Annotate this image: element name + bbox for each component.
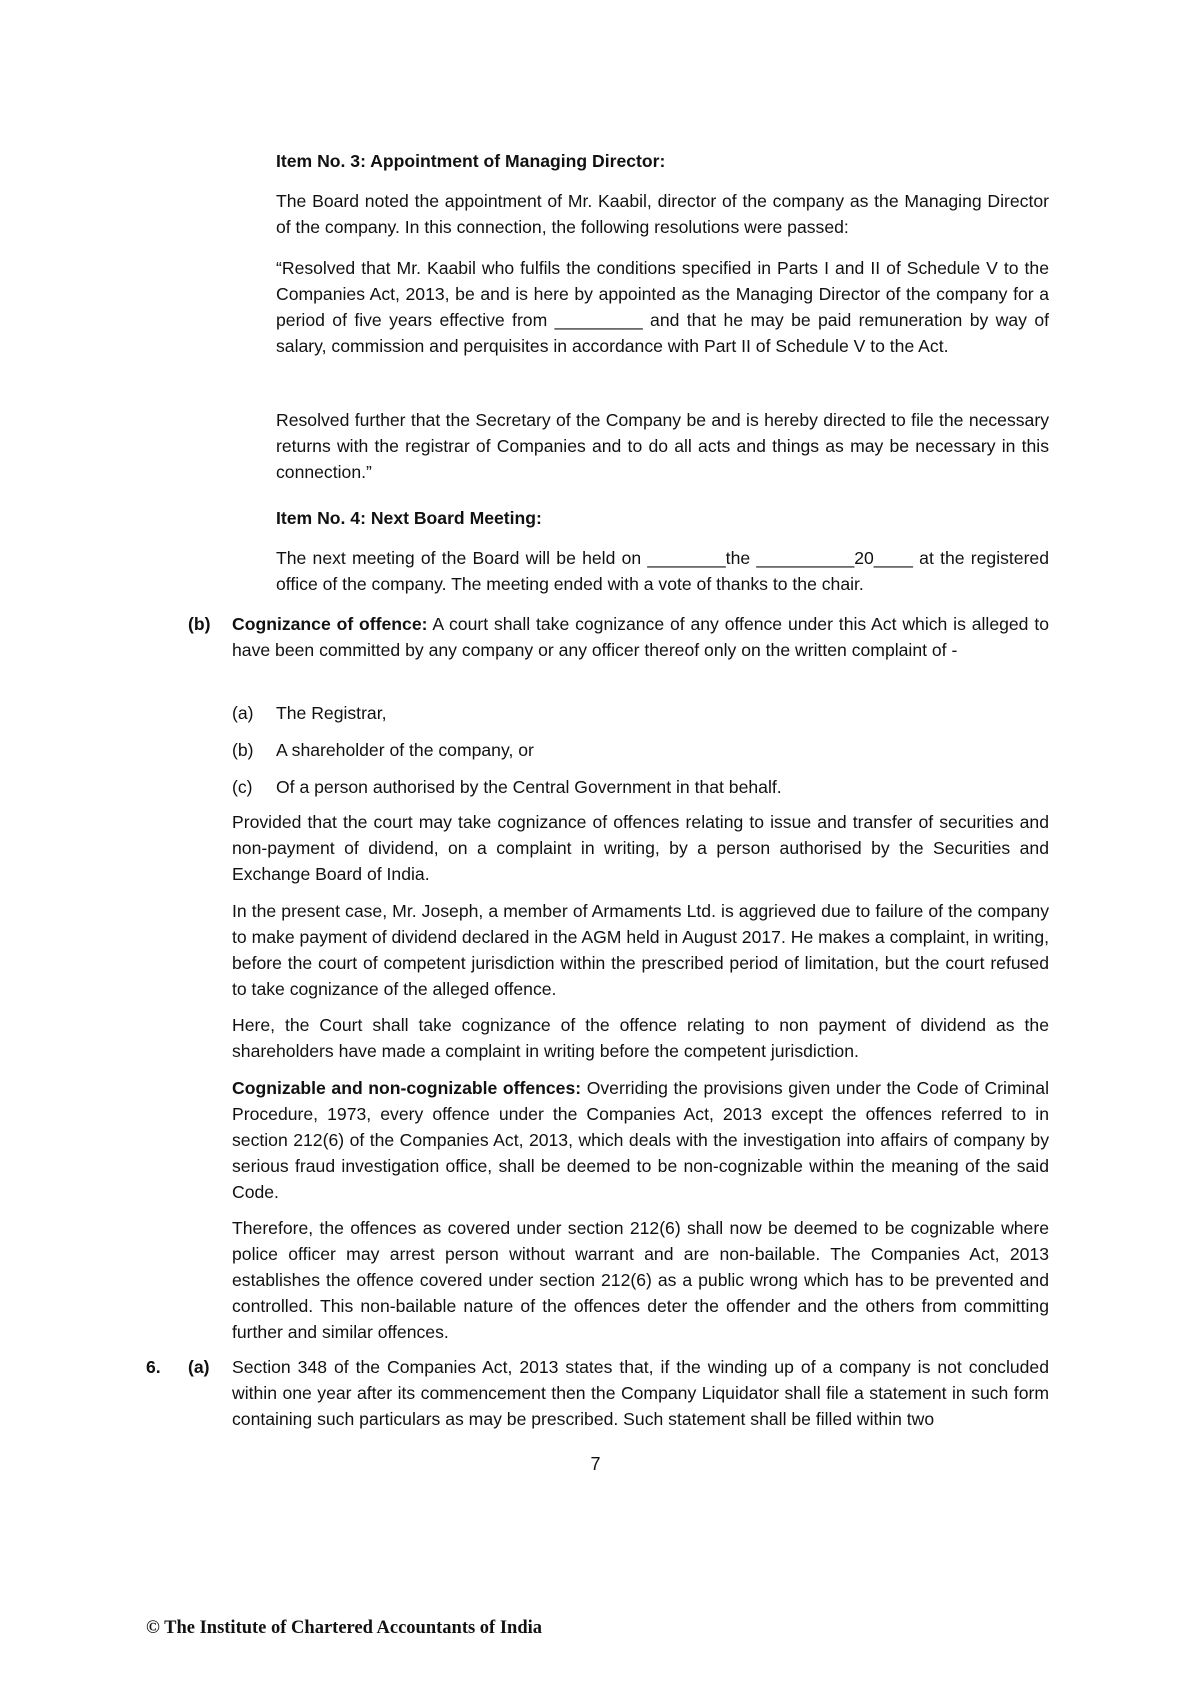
section-b-lead: Cognizance of offence: [232, 614, 428, 634]
list-item-key: (c) [232, 777, 253, 797]
item4-paragraph: The next meeting of the Board will be held on ________the __________20____ at the registered office of the company. The meeting ended with a vote of thanks to the chair. [276, 548, 1049, 594]
section-b-label: (b) [188, 614, 211, 634]
item4-heading: Item No. 4: Next Board Meeting: [276, 508, 542, 528]
cognizable-offences [232, 1075, 1049, 1205]
section-b-therefore: Therefore, the offences as covered under section 212(6) shall now be deemed to be cognizable where police officer may arrest person without warrant and are non-bailable. The Companies Act, 2013 establishes the offence covered under section 212(6) as a public wrong which has to be prevented and controlled. This non-bailable nature of the offences deter the offender and the others from committing further and similar offences. [232, 1218, 1049, 1342]
cognizable-lead: Cognizable and non-cognizable offences: [232, 1078, 582, 1098]
item3-resolution-further: Resolved further that the Secretary of the Company be and is hereby directed to file the necessary returns with the registrar of Companies and to do all acts and things as may be necessary in this connection.” [276, 410, 1049, 482]
section-b-intro [232, 611, 1049, 663]
item3-resolution: “Resolved that Mr. Kaabil who fulfils the conditions specified in Parts I and II of Schedule V to the Companies Act, 2013, be and is here by appointed as the Managing Director of the company for a period of five years effective from _________ and that he may be paid remuneration by way of salary, commission and perquisites in accordance with Part II of Schedule V to the Act. [276, 258, 1049, 356]
list-item-key: (b) [232, 740, 254, 760]
cognizable-text: Overriding the provisions given under the Code of Criminal Procedure, 1973, every offence under the Companies Act, 2013 except the offences referred to in section 212(6) of the Companies Act, 2013, which deals with the investigation into affairs of company by serious fraud investigation office, shall be deemed to be non-cognizable within the meaning of the said Code. [232, 1078, 1049, 1202]
section-b-case: In the present case, Mr. Joseph, a member of Armaments Ltd. is aggrieved due to failure of the company to make payment of dividend declared in the AGM held in August 2017. He makes a complaint, in writing, before the court of competent jurisdiction within the prescribed period of limitation, but the court refused to take cognizance of the alleged offence. [232, 901, 1049, 999]
list-item-text: A shareholder of the company, or [276, 740, 534, 760]
footer-copyright: © The Institute of Chartered Accountants of India [146, 1618, 543, 1638]
page-number: 7 [590, 1454, 601, 1474]
item3-heading: Item No. 3: Appointment of Managing Director: [276, 151, 666, 171]
list-item [232, 737, 534, 763]
section-b-conclusion: Here, the Court shall take cognizance of the offence relating to non payment of dividend as the shareholders have made a complaint in writing before the competent jurisdiction. [232, 1015, 1049, 1061]
item3-paragraph-1: The Board noted the appointment of Mr. Kaabil, director of the company as the Managing Director of the company. In this connection, the following resolutions were passed: [276, 191, 1049, 237]
question-6-number: 6. [146, 1357, 161, 1377]
list-item [232, 700, 387, 726]
question-6-label: (a) [188, 1357, 210, 1377]
section-b-text: A court shall take cognizance of any offence under this Act which is alleged to have been committed by any company or any officer thereof only on the written complaint of - [232, 614, 1049, 660]
list-item-text: The Registrar, [276, 703, 387, 723]
list-item-key: (a) [232, 703, 254, 723]
list-item-text: Of a person authorised by the Central Government in that behalf. [276, 777, 782, 797]
question-6-text: Section 348 of the Companies Act, 2013 states that, if the winding up of a company is not concluded within one year after its commencement then the Company Liquidator shall file a statement in such form containing such particulars as may be prescribed. Such statement shall be filled within two [232, 1357, 1049, 1429]
list-item [232, 774, 782, 800]
section-b-proviso: Provided that the court may take cognizance of offences relating to issue and transfer of securities and non-payment of dividend, on a complaint in writing, by a person authorised by the Securities and Exchange Board of India. [232, 812, 1049, 884]
